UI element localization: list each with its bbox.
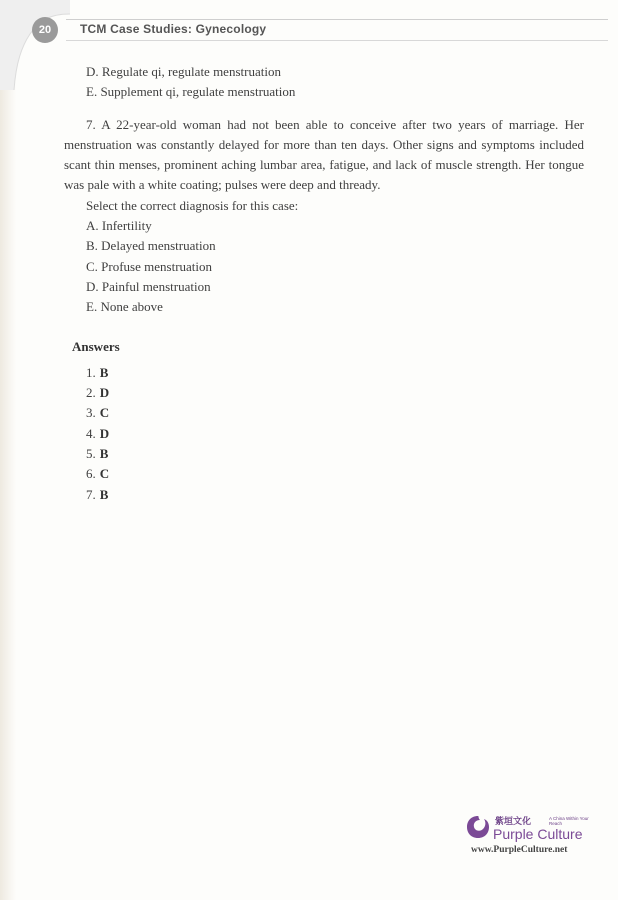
running-head-title: TCM Case Studies: Gynecology [80,22,267,36]
answer-number: 2. [86,385,96,401]
question-prompt: Select the correct diagnosis for this case: [86,197,299,213]
answer-value: D [99,385,110,401]
answer-value: C [99,405,110,421]
answers-heading: Answers [72,338,120,354]
option-text: Painful menstruation [101,278,211,294]
option-text: Infertility [101,218,152,234]
option-letter: D. [86,278,99,294]
answer-number: 5. [86,446,96,462]
option-line [64,82,584,102]
option-line [64,277,584,297]
question-first-line: 7. A 22-year-old woman had not been able to conceive after two years of marriage. [86,116,559,132]
answer-number: 3. [86,405,96,421]
option-text: None above [100,299,163,315]
answer-value: C [99,466,110,482]
answer-number: 6. [86,466,96,482]
answer-number: 7. [86,486,96,502]
answer-item [64,383,584,403]
answer-item [64,363,584,383]
option-line [64,257,584,277]
option-letter: C. [86,258,98,274]
answers-list [64,363,584,505]
page-number-badge: 20 [32,17,58,43]
logo-brand-name: Purple Culture [493,826,583,842]
header-rule-top [66,19,608,20]
option-line [64,236,584,256]
answer-value: B [99,446,109,462]
option-letter: B. [86,238,98,254]
answer-item [64,424,584,444]
logo-url: www.PurpleCulture.net [471,845,568,855]
option-text: Profuse menstruation [101,258,213,274]
header-curve-decoration [0,0,70,90]
answer-number: 4. [86,425,96,441]
answer-value: B [99,486,109,502]
option-line [64,62,584,82]
question-paragraph [64,115,584,196]
header-rule-bottom [66,40,608,41]
option-letter: D. [86,64,99,79]
option-text: Supplement qi, regulate menstruation [100,84,296,100]
answer-item [64,403,584,423]
option-text: Delayed menstruation [101,238,216,254]
option-letter: E. [86,84,98,100]
purple-culture-watermark [463,812,598,862]
question-body: Her menstruation was constantly delayed for more than ten days. Other signs and symptoms included scant thin menses, prominent aching lumbar area, fatigue, and lack of muscle strength. Her tongue was pale with a white coating; pulses were deep and thready. [64,116,584,193]
logo-tagline: A China Within Your Reach [549,816,589,826]
page-gutter-shadow [0,0,16,900]
answer-item [64,444,584,464]
answer-item [64,464,584,484]
answer-number: 1. [86,364,96,380]
answer-item [64,485,584,505]
option-line [64,297,584,317]
answer-value: B [99,364,109,380]
logo-chinese-text: 紫垣文化 [495,817,532,827]
option-letter: E. [86,299,98,315]
option-line [64,216,584,236]
purple-culture-logo-icon [465,814,491,840]
answer-value: D [99,425,110,441]
option-letter: A. [86,218,99,234]
option-text: Regulate qi, regulate menstruation [101,64,281,79]
page-body [64,62,584,505]
